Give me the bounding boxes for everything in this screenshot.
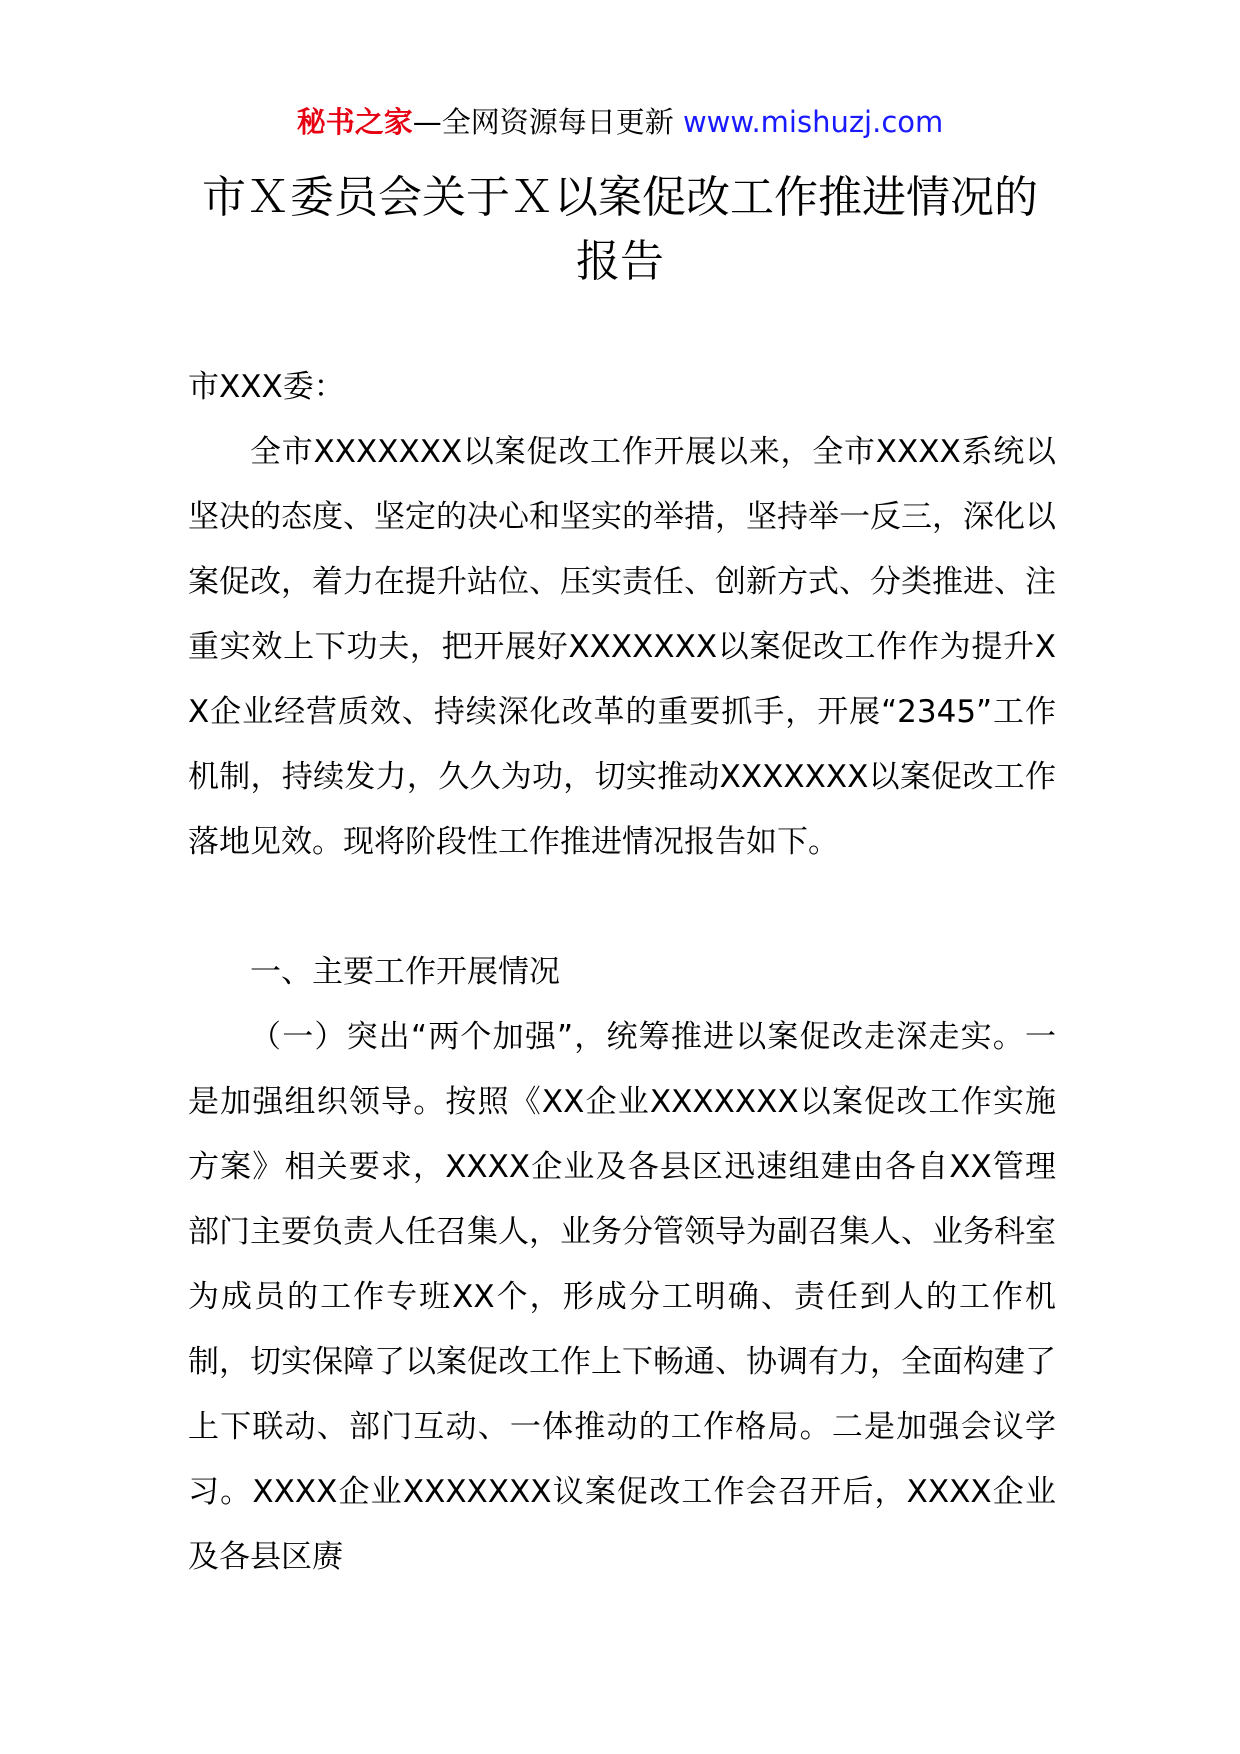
document-title — [150, 166, 1090, 294]
site-slogan: —全网资源每日更新 — [412, 105, 683, 139]
site-header — [0, 102, 1240, 142]
salutation: 市XXX委： — [188, 369, 345, 405]
title-line-1: 市Ｘ委员会关于Ｘ以案促改工作推进情况的 — [202, 172, 1038, 223]
site-url-link[interactable]: www.mishuzj.com — [682, 105, 944, 139]
paragraph-intro: 全市XXXXXXX以案促改工作开展以来，全市XXXX系统以坚决的态度、坚定的决心和坚实的举措，坚持举一反三，深化以案促改，着力在提升站位、压实责任、创新方式、分类推进、注重实效上下功夫，把开展好XXXXXXX以案促改工作作为提升XX企业经营质效、持续深化改革的重要抓手，开展“2345”工作机制，持续发力，久久为功，切实推动XXXXXXX以案促改工作落地见效。现将阶段性工作推进情况报告如下。 — [188, 434, 1056, 860]
brand-name: 秘书之家 — [296, 105, 413, 139]
paragraph-section-1-1: （一）突出“两个加强”，统筹推进以案促改走深走实。一是加强组织领导。按照《XX企业XXXXXXX以案促改工作实施方案》相关要求，XXXX企业及各县区迅速组建由各自XX管理部门主要负责人任召集人，业务分管领导为副召集人、业务科室为成员的工作专班XX个，形成分工明确、责任到人的工作机制，切实保障了以案促改工作上下畅通、协调有力，全面构建了上下联动、部门互动、一体推动的工作格局。二是加强会议学习。XXXX企业XXXXXXX议案促改工作会召开后，XXXX企业及各县区赓 — [188, 1019, 1056, 1575]
title-line-2: 报告 — [576, 236, 664, 287]
section-heading-1: 一、主要工作开展情况 — [250, 954, 560, 990]
